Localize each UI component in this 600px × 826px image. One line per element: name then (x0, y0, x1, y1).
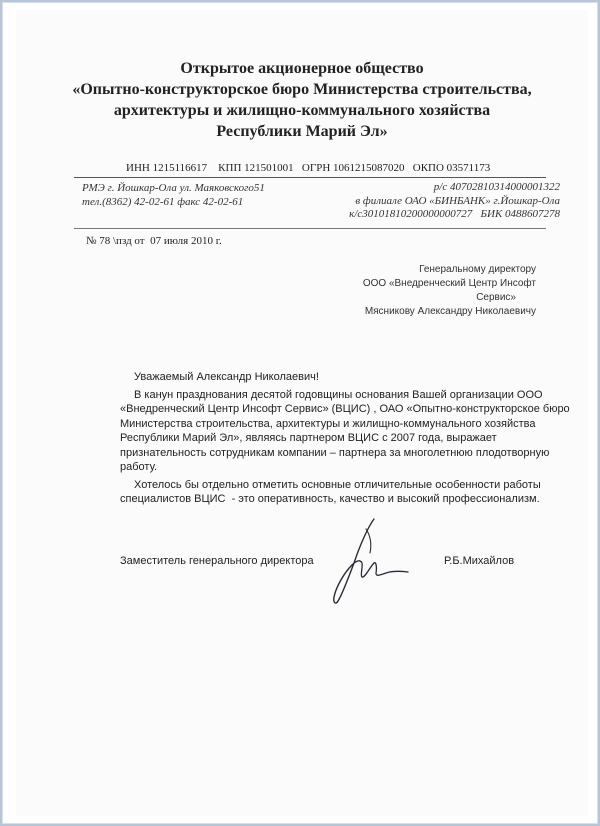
document-reference: № 78 \пзд от 07 июля 2010 г. (86, 235, 222, 247)
body-line: Министерства строительства, архитектуры и жилищно-коммунального хозяйства (120, 417, 536, 430)
recipient-block (346, 263, 536, 319)
organization-header (16, 58, 588, 142)
header-divider (74, 177, 546, 178)
organization-line: архитектуры и жилищно-коммунального хозяйства (113, 102, 491, 119)
bank-line: р/с 40702810314000001322 (433, 181, 560, 193)
letter-page (16, 10, 588, 816)
signatory-title: Заместитель генерального директора (120, 555, 314, 567)
organization-line: «Опытно-конструкторское бюро Министерства строительства, (72, 81, 532, 98)
header-divider (74, 228, 546, 229)
body-line: Республики Марий Эл», являясь партнером ВЦИС с 2007 года, выражает (120, 432, 497, 444)
recipient-line: Мясникову Александру Николаевичу (364, 306, 536, 317)
bank-line: к/с30101810200000000727 БИК 0488607278 (349, 208, 560, 220)
bank-line: в филиале ОАО «БИНБАНК» г.Йошкар-Ола (355, 194, 560, 207)
signatory-name: Р.Б.Михайлов (444, 555, 515, 567)
address-block (82, 181, 265, 209)
organization-line: Республики Марий Эл» (216, 123, 388, 140)
letter-body (120, 370, 570, 507)
body-line: признательность сотрудникам компании – партнера за многолетнюю плодотворную (120, 446, 550, 459)
greeting: Уважаемый Александр Николаевич! (134, 371, 319, 383)
body-line: «Внедренческий Центр Инсофт Сервис» (ВЦИС) , ОАО «Опытно-конструкторское бюро (120, 403, 570, 415)
bank-details (349, 181, 560, 222)
organization-line: Открытое акционерное общество (180, 60, 424, 77)
phone-line: тел.(8362) 42-02-61 факс 42-02-61 (82, 196, 244, 208)
body-line: Хотелось бы отдельно отметить основные отличительные особенности работы (134, 478, 541, 491)
body-line: специалистов ВЦИС - это оперативность, качество и высокий профессионализм. (120, 493, 540, 505)
body-line: работу. (120, 461, 158, 473)
recipient-line: Генеральному директору (419, 264, 536, 275)
address-line: РМЭ г. Йошкар-Ола ул. Маяковского51 (82, 182, 265, 194)
recipient-line: ООО «Внедренческий Центр Инсофт (362, 278, 536, 289)
registration-codes: ИНН 1215116617 КПП 121501001 ОГРН 1061215087020 ОКПО 03571173 (126, 162, 491, 174)
recipient-line: Сервис» (476, 292, 516, 303)
handwritten-signature (316, 515, 416, 607)
body-line: В канун празднования десятой годовщины основания Вашей организации ООО (134, 388, 543, 401)
